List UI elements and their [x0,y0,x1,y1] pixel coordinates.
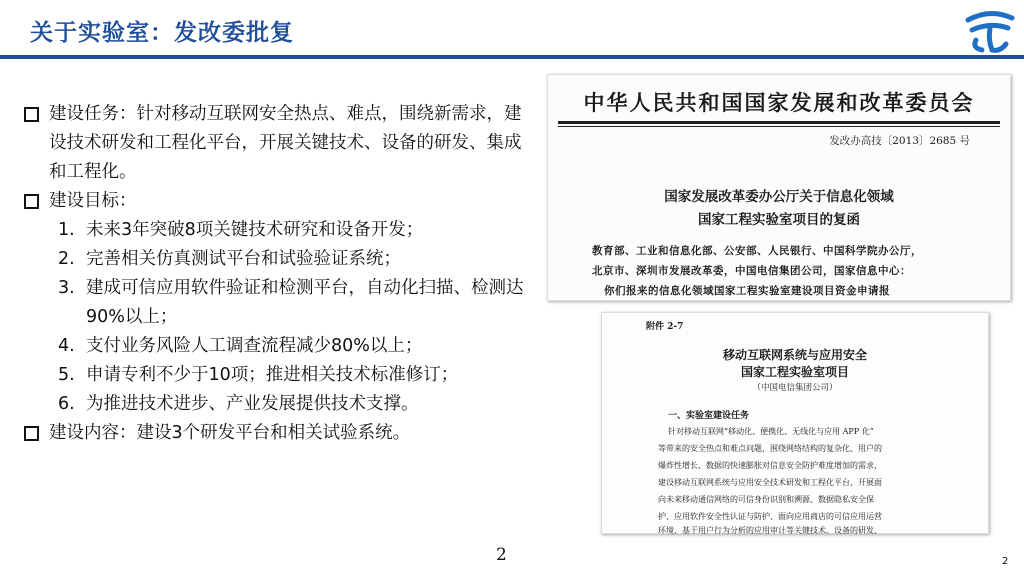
attachment-section-heading: 一、实验室建设任务 [668,411,750,421]
goal-text: 建成可信应用软件验证和检测平台，自动化扫描、检测达90%以上； [86,278,524,327]
china-telecom-logo-icon [962,6,1018,56]
ndrc-reply-document-image [547,74,1011,301]
goal-number: 4. [58,336,75,356]
bullet-content [18,419,538,448]
bullet-text: 建设内容：建设3个研发平台和相关试验系统。 [49,423,411,443]
doc-header: 中华人民共和国国家发展和改革委员会 [583,90,975,115]
slide-number: 2 [1002,556,1009,567]
doc-header-rule [558,121,1000,124]
attachment-title: 国家工程实验室项目 [740,365,849,379]
title-divider [0,55,1024,59]
attachment-paragraph-line: 针对移动互联网“移动化、便携化、无线化与应用 APP 化” [668,427,874,436]
page-title: 关于实验室：发改委批复 [30,20,294,46]
bullet-text: 建设任务：针对移动互联网安全热点、难点，围绕新需求，建设技术研发和工程化平台，开展关键技术、设备的研发、集成和工程化。 [49,104,522,182]
bullet-box-icon [24,194,39,209]
goal-item [58,274,538,332]
goal-number: 1. [58,220,75,240]
body-text [18,100,538,448]
page-number: 2 [496,545,507,565]
goal-item [58,361,538,390]
doc-title-line: 国家工程实验室项目的复函 [698,212,860,228]
attachment-paragraph-line: 向未来移动通信网络的可信身份识别和溯源、数据隐私安全保 [658,495,874,504]
doc-number: 发改办高技〔2013〕2685 号 [829,135,970,147]
goal-text: 完善相关仿真测试平台和试验验证系统； [86,249,401,269]
attachment-paragraph-line: 护、应用软件安全性认证与防护、面向应用商店的可信应用运营 [658,512,882,521]
goal-item [58,245,538,274]
attachment-org: （中国电信集团公司） [752,383,838,393]
goal-text: 为推进技术进步、产业发展提供技术支撑。 [86,394,419,414]
attachment-title: 移动互联网系统与应用安全 [722,348,867,362]
goal-text: 支付业务风险人工调查流程减少80%以上； [86,336,423,356]
goal-text: 申请专利不少于10项；推进相关技术标准修订； [86,365,459,385]
attachment-paragraph-line: 等带来的安全热点和难点问题，围绕网络结构的复杂化、用户的 [658,444,882,453]
goal-item [58,216,538,245]
attachment-paragraph-line: 环境、基于用户行为分析的应用审计等关键技术、设备的研发、 [658,526,882,535]
goal-number: 5. [58,365,75,385]
doc-body-line: 你们报来的信息化领域国家工程实验室建设项目资金申请报 [604,285,890,297]
goal-item [58,390,538,419]
goal-text: 未来3年突破8项关键技术研究和设备开发； [86,220,424,240]
bullet-text: 建设目标： [49,191,137,211]
attachment-paragraph-line: 爆炸性增长、数据的快速膨胀对信息安全防护难度增加的需求， [658,461,882,470]
doc-header-rule-thin [558,126,1000,127]
goal-item [58,332,538,361]
bullet-box-icon [24,107,39,122]
attachment-document-image [601,312,989,534]
doc-body-line: 北京市、深圳市发展改革委，中国电信集团公司，国家信息中心： [592,265,911,277]
goal-number: 3. [58,278,75,298]
goal-number: 2. [58,249,75,269]
bullet-task [18,100,538,187]
attachment-label: 附件 2-7 [646,322,684,332]
attachment-paragraph-line: 建设移动互联网系统与应用安全技术研发和工程化平台，开展面 [658,478,882,487]
bullet-goal [18,187,538,216]
doc-body-line: 教育部、工业和信息化部、公安部、人民银行、中国科学院办公厅， [592,245,922,257]
bullet-box-icon [24,426,39,441]
doc-title-line: 国家发展改革委办公厅关于信息化领域 [664,189,894,205]
goal-number: 6. [58,394,75,414]
